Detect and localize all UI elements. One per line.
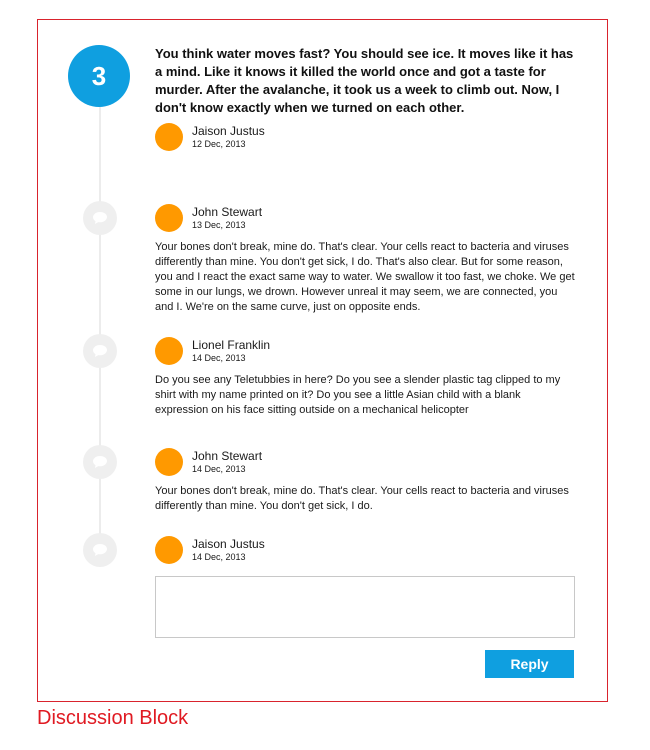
timeline-line xyxy=(99,100,101,560)
reply-textarea[interactable] xyxy=(155,576,575,638)
avatar[interactable] xyxy=(155,448,183,476)
comment-author xyxy=(155,203,262,233)
comment-author xyxy=(155,336,270,366)
author-date: 14 Dec, 2013 xyxy=(192,464,246,474)
author-meta xyxy=(192,205,262,231)
author-name[interactable]: Lionel Franklin xyxy=(192,338,271,352)
author-date: 14 Dec, 2013 xyxy=(192,353,246,363)
reply-button[interactable]: Reply xyxy=(485,650,574,678)
comment-text: Do you see any Teletubbies in here? Do you see a slender plastic tag clipped to my shirt with my name printed on it? Do you see a little Asian child with a blank expression on his face sitting outside on a mechanical helicopter xyxy=(155,374,561,416)
reply-author xyxy=(155,535,265,565)
comment-bubble-icon xyxy=(83,201,117,235)
author-date: 14 Dec, 2013 xyxy=(192,552,246,562)
avatar[interactable] xyxy=(155,337,183,365)
thread-number-badge xyxy=(68,45,130,107)
author-meta xyxy=(192,124,265,150)
author-name[interactable]: John Stewart xyxy=(192,205,263,219)
comment-bubble-icon xyxy=(83,334,117,368)
author-date: 12 Dec, 2013 xyxy=(192,139,246,149)
comment-text: Your bones don't break, mine do. That's clear. Your cells react to bacteria and viruses differently than mine. You don't get sick, I do. That's also clear. But for some reason, you and I react the exact same way to water. We swallow it too fast, we choke. We get some in our lungs, we drown. However unreal it may seem, we are connected, you and I. We're on the same curve, just on opposite ends. xyxy=(155,241,575,313)
avatar[interactable] xyxy=(155,123,183,151)
author-name[interactable]: Jaison Justus xyxy=(192,537,265,551)
avatar[interactable] xyxy=(155,204,183,232)
comment-text: Your bones don't break, mine do. That's clear. Your cells react to bacteria and viruses differently than mine. You don't get sick, I do. xyxy=(155,485,569,512)
author-name[interactable]: Jaison Justus xyxy=(192,124,265,138)
author-name[interactable]: John Stewart xyxy=(192,449,263,463)
author-meta xyxy=(192,449,262,475)
block-caption: Discussion Block xyxy=(37,707,189,729)
thread-author xyxy=(155,122,265,152)
comment-bubble-icon xyxy=(83,533,117,567)
avatar[interactable] xyxy=(155,536,183,564)
comment-bubble-icon xyxy=(83,445,117,479)
thread-number: 3 xyxy=(91,60,107,91)
author-meta xyxy=(192,537,265,563)
author-date: 13 Dec, 2013 xyxy=(192,220,246,230)
comment-author xyxy=(155,447,262,477)
author-meta xyxy=(192,338,270,364)
thread-question: You think water moves fast? You should see ice. It moves like it has a mind. Like it knows it killed the world once and got a taste for murder. After the avalanche, it took us a week to climb out. Now, I don't know exactly when we turned on each other. xyxy=(155,46,574,115)
